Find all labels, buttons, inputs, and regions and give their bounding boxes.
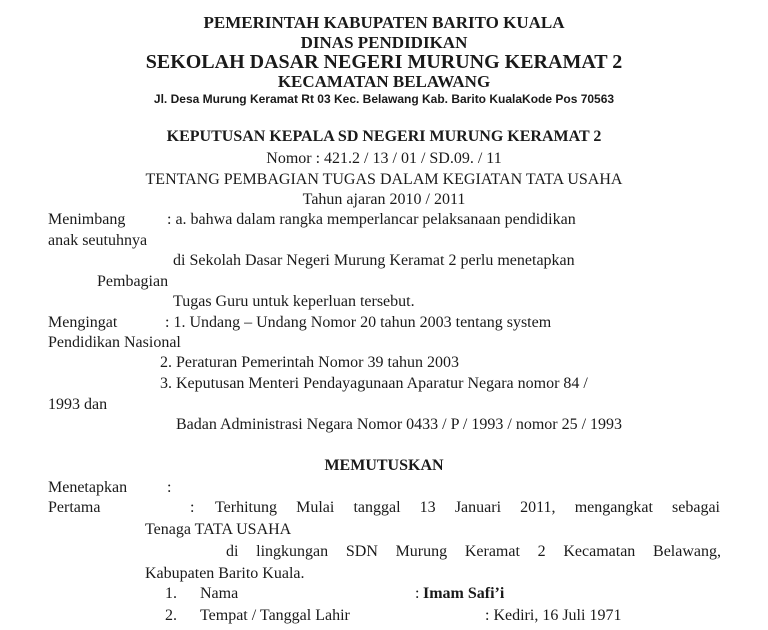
department-name: DINAS PENDIDIKAN bbox=[300, 33, 468, 52]
school-name: SEKOLAH DASAR NEGERI MURUNG KERAMAT 2 bbox=[145, 51, 623, 73]
mengingat-text: Badan Administrasi Negara Nomor 0433 / P / 1993 / nomor 25 / 1993 bbox=[176, 416, 623, 433]
pertama-colon: : bbox=[190, 499, 195, 516]
mengingat-text: 1993 dan bbox=[48, 396, 108, 413]
biodata-number: 1. bbox=[165, 585, 177, 602]
decree-title: KEPUTUSAN KEPALA SD NEGERI MURUNG KERAMAT 2 bbox=[166, 128, 602, 145]
mengingat-text: 2. Peraturan Pemerintah Nomor 39 tahun 2003 bbox=[160, 354, 460, 371]
school-address: Jl. Desa Murung Keramat Rt 03 Kec. Belawang Kab. Barito KualaKode Pos 70563 bbox=[153, 92, 615, 106]
menimbang-text: Tugas Guru untuk keperluan tersebut. bbox=[173, 293, 415, 310]
mengingat-text: 3. Keputusan Menteri Pendayagunaan Aparatur Negara nomor 84 / bbox=[160, 375, 588, 392]
biodata-colon: : bbox=[415, 585, 420, 602]
agency-name: PEMERINTAH KABUPATEN BARITO KUALA bbox=[203, 13, 565, 32]
pertama-text: Tenaga TATA USAHA bbox=[145, 521, 292, 538]
mengingat-text: Pendidikan Nasional bbox=[48, 334, 181, 351]
pertama-text: Terhitung Mulai tanggal 13 Januari 2011, mengangkat sebagai bbox=[215, 499, 720, 516]
pertama-text: di lingkungan SDN Murung Keramat 2 Kecamatan Belawang, bbox=[226, 543, 721, 560]
biodata-number: 2. bbox=[165, 607, 177, 624]
menimbang-text: di Sekolah Dasar Negeri Murung Keramat 2 perlu menetapkan bbox=[173, 252, 575, 269]
memutuskan-heading: MEMUTUSKAN bbox=[324, 457, 444, 474]
menimbang-label: Menimbang bbox=[48, 211, 126, 228]
biodata-value: Imam Safi’i bbox=[423, 585, 505, 602]
menetapkan-label: Menetapkan bbox=[48, 479, 128, 496]
mengingat-label: Mengingat bbox=[48, 314, 118, 331]
pertama-label: Pertama bbox=[48, 499, 101, 516]
decree-subject: TENTANG PEMBAGIAN TUGAS DALAM KEGIATAN TATA USAHA bbox=[145, 171, 623, 188]
school-year: Tahun ajaran 2010 / 2011 bbox=[302, 191, 466, 208]
menetapkan-colon: : bbox=[167, 479, 172, 496]
menimbang-text: Pembagian bbox=[97, 273, 169, 290]
pertama-text: Kabupaten Barito Kuala. bbox=[145, 565, 305, 582]
biodata-label: Nama bbox=[200, 585, 239, 602]
biodata-value: : Kediri, 16 Juli 1971 bbox=[485, 607, 622, 624]
menimbang-text: : a. bahwa dalam rangka memperlancar pelaksanaan pendidikan bbox=[167, 211, 576, 228]
mengingat-text: : 1. Undang – Undang Nomor 20 tahun 2003 tentang system bbox=[165, 314, 552, 331]
district-name: KECAMATAN BELAWANG bbox=[277, 72, 491, 91]
decree-number: Nomor : 421.2 / 13 / 01 / SD.09. / 11 bbox=[266, 150, 502, 167]
menimbang-text: anak seutuhnya bbox=[48, 232, 148, 249]
biodata-label: Tempat / Tanggal Lahir bbox=[200, 607, 350, 624]
